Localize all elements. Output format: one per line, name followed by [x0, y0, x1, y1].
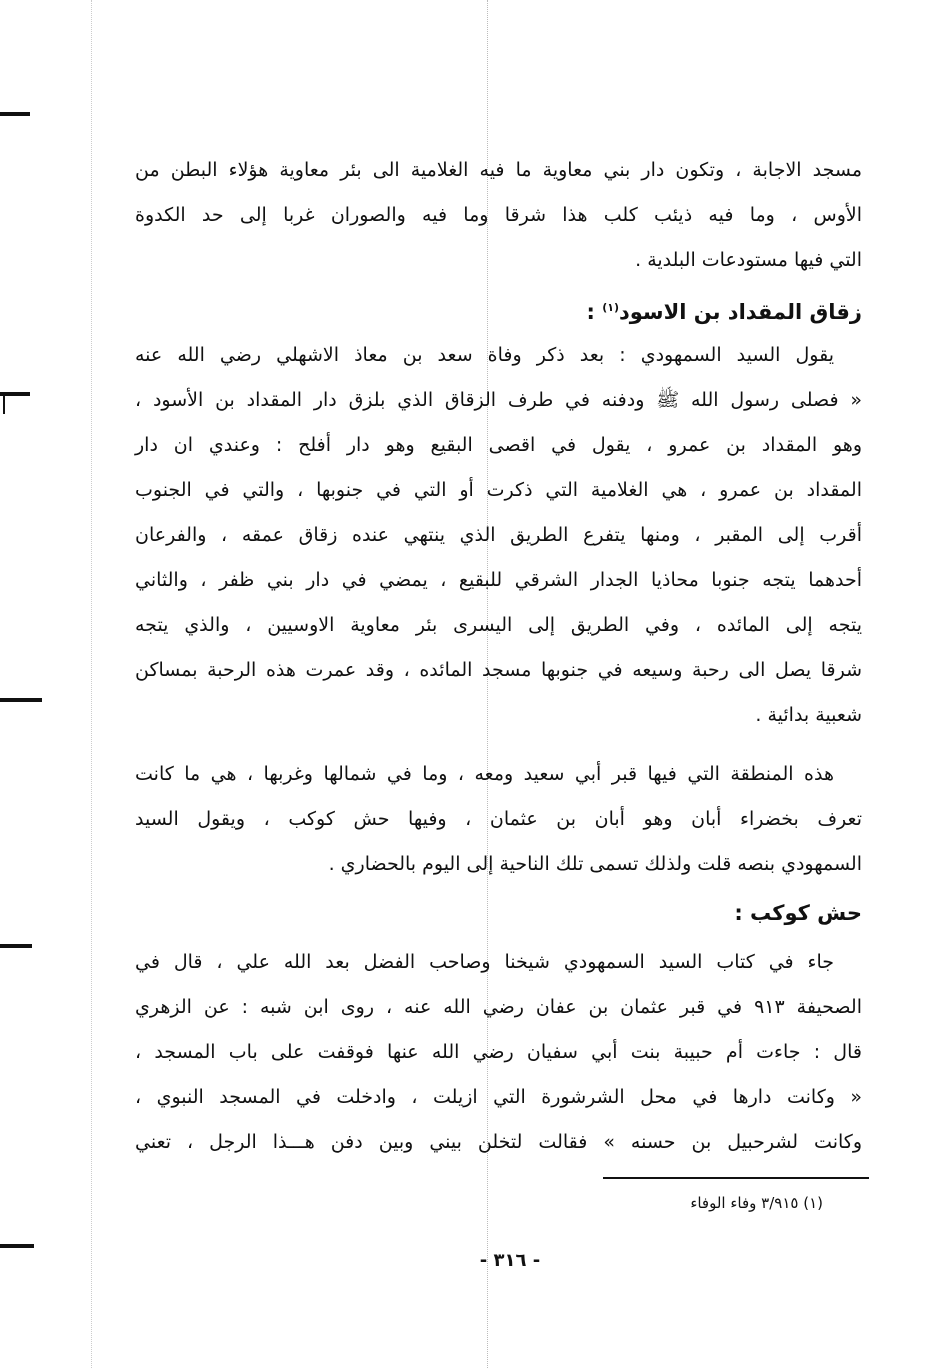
footnote-reference: (١)	[602, 301, 619, 314]
text-line: شرقا يصل الى رحبة وسيعه في جنوبها مسجد المائده ، وقد عمرت هذه الرحبة بمساكن	[135, 659, 862, 681]
text-line: جاء في كتاب السيد السمهودي شيخنا وصاحب الفضل بعد الله علي ، قال في	[135, 951, 834, 973]
binding-mark	[0, 944, 32, 948]
scan-fold-line-left	[91, 0, 92, 1368]
binding-mark	[0, 112, 30, 116]
text-line: « وكانت دارها في محل الشرشورة التي ازيلت ، وادخلت في المسجد النبوي ،	[135, 1086, 862, 1108]
paragraph-3	[135, 752, 862, 887]
binding-mark	[0, 1244, 34, 1248]
footnote-separator	[603, 1177, 869, 1179]
section-heading-zuqaq-al-miqdad	[135, 285, 862, 331]
text-line: مسجد الاجابة ، وتكون دار بني معاوية ما فيه الغلامية الى بئر معاوية هؤلاء البطن من	[135, 159, 862, 181]
text-line: هذه المنطقة التي فيها قبر أبي سعيد ومعه ، وما في شمالها وغربها ، هي ما كانت	[135, 763, 834, 785]
heading-colon: :	[734, 901, 743, 925]
text-line: شعبية بدائية .	[755, 704, 862, 726]
text-line: يتجه إلى المائده ، وفي الطريق إلى اليسرى بئر معاوية الاوسيين ، والذي يتجه	[135, 614, 862, 636]
text-line: قال : جاءت أم حبيبة بنت أبي سفيان رضي الله عنها فوقفت على باب المسجد ،	[135, 1041, 862, 1063]
text-line: الصحيفة ٩١٣ في قبر عثمان بن عفان رضي الله عنه ، روى ابن شبه : عن الزهري	[135, 996, 862, 1018]
text-line: أحدهما يتجه جنوبا محاذيا الجدار الشرقي للبقيع ، يمضي في دار بني ظفر ، والثاني	[135, 569, 862, 591]
text-line: يقول السيد السمهودي : بعد ذكر وفاة سعد بن معاذ الاشهلي رضي الله عنه	[135, 344, 834, 366]
text-line: التي فيها مستودعات البلدية .	[635, 249, 862, 271]
heading-line	[135, 285, 862, 331]
heading-line	[135, 890, 862, 936]
text-line: « فصلى رسول الله ﷺ ودفنه في طرف الزقاق الذي بلزق دار المقداد بن الأسود ،	[135, 389, 862, 411]
text-line: السمهودي بنصه قلت ولذلك تسمى تلك الناحية إلى اليوم بالحضاري .	[328, 853, 862, 875]
heading-title: زقاق المقداد بن الاسود	[618, 300, 862, 324]
text-line: تعرف بخضراء أبان وهو أبان بن عثمان ، وفيها حش كوكب ، ويقول السيد	[135, 808, 862, 830]
paragraph-2	[135, 333, 862, 738]
text-line: الأوس ، وما فيه ذيئب كلب هذا شرقا وما فيه والصوران غربا إلى حد الكدوة	[135, 204, 862, 226]
section-heading-hash-kawkab	[135, 890, 862, 936]
text-line: المقداد بن عمرو ، هي الغلامية التي ذكرت أو التي في جنوبها ، والتي في الجنوب	[135, 479, 862, 501]
page-number: - ٣١٦ -	[479, 1250, 541, 1271]
heading-colon: :	[586, 300, 595, 324]
paragraph-4	[135, 940, 862, 1165]
binding-mark	[0, 698, 42, 702]
text-line: أقرب إلى المقبر ، ومنها يتفرع الطريق الذي ينتهي عنده زقاق عمقه ، والفرعان	[135, 524, 862, 546]
paragraph-1	[135, 148, 862, 283]
footnote: (١) ٣/٩١٥ وفاء الوفاء	[690, 1194, 823, 1212]
text-line: وهو المقداد بن عمرو ، يقول في اقصى البقيع وهو دار أفلح : وعندي ان دار	[135, 434, 862, 456]
text-line: وكانت لشرحبيل بن حسنه » فقالت لتخلن بيني وبين دفن هـــذا الرجل ، تعني	[135, 1131, 862, 1153]
binding-tick	[3, 396, 5, 414]
heading-title: حش كوكب	[750, 901, 862, 925]
